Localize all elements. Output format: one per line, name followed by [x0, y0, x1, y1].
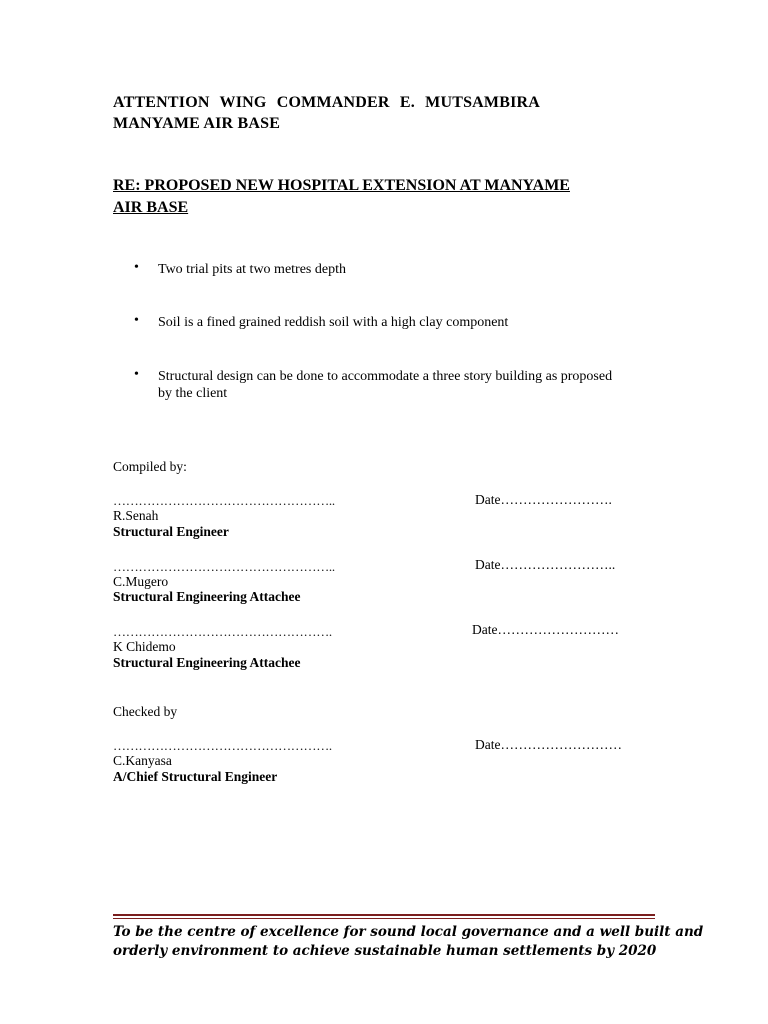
- checked-by-label: Checked by: [113, 704, 178, 719]
- footer-rule: [113, 914, 655, 916]
- signature-line: ……………………………………………..: [113, 559, 335, 574]
- signatory-title: Structural Engineering Attachee: [113, 589, 301, 604]
- signature-line: …………………………………………….: [113, 624, 332, 639]
- bullet-item-trial-pits: Two trial pits at two metres depth: [158, 262, 346, 277]
- bullet-marker: •: [134, 367, 139, 382]
- footer-rule-thin: [113, 918, 655, 919]
- bullet-item-structural-design-cont: by the client: [158, 386, 228, 401]
- signatory-title: Structural Engineer: [113, 524, 229, 539]
- signatory-name: C.Kanyasa: [113, 753, 172, 768]
- compiled-by-label: Compiled by:: [113, 459, 187, 474]
- bullet-marker: •: [134, 260, 139, 275]
- signatory-name: R.Senah: [113, 508, 159, 523]
- footer-motto: To be the centre of excellence for sound local governance and a well built and: [113, 924, 704, 940]
- bullet-item-structural-design: Structural design can be done to accommodate a three story building as proposed: [158, 369, 613, 384]
- date-field: Date…………………….: [475, 492, 612, 507]
- bullet-marker: •: [134, 313, 139, 328]
- signatory-name: C.Mugero: [113, 574, 169, 589]
- date-field: Date………………………: [472, 622, 619, 637]
- signatory-name: K Chidemo: [113, 639, 176, 654]
- date-field: Date……………………..: [475, 557, 616, 572]
- attention-line: ATTENTION WING COMMANDER E. MUTSAMBIRA: [113, 94, 541, 111]
- subject-line: RE: PROPOSED NEW HOSPITAL EXTENSION AT MANYAME: [113, 177, 570, 194]
- date-field: Date………………………: [475, 737, 622, 752]
- signature-line: ……………………………………………..: [113, 493, 335, 508]
- signatory-title: A/Chief Structural Engineer: [113, 769, 278, 784]
- footer-motto-continued: orderly environment to achieve sustainable human settlements by 2020: [113, 943, 657, 959]
- subject-line-continued: AIR BASE: [113, 199, 189, 216]
- addressee-location: MANYAME AIR BASE: [113, 115, 281, 132]
- signatory-title: Structural Engineering Attachee: [113, 655, 301, 670]
- signature-line: …………………………………………….: [113, 738, 332, 753]
- bullet-item-soil: Soil is a fined grained reddish soil with a high clay component: [158, 315, 509, 330]
